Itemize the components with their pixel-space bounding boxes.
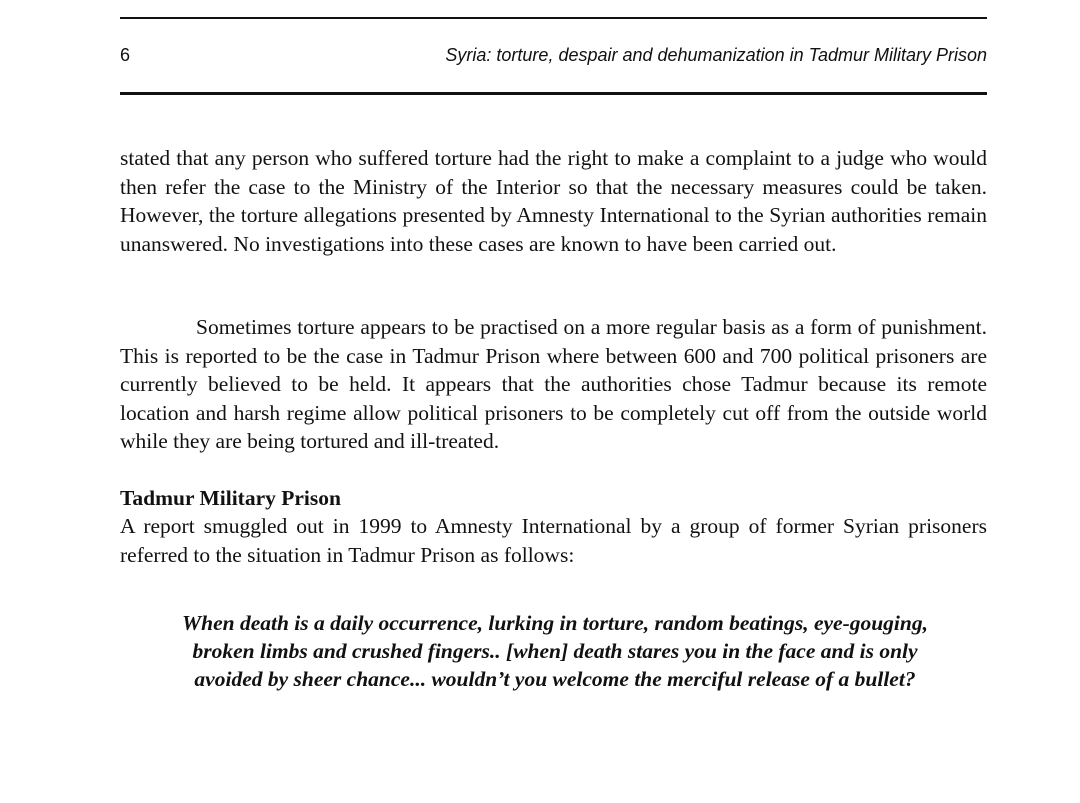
page-number: 6 [120, 45, 131, 65]
page-header [120, 44, 987, 68]
section-heading: Tadmur Military Prison [120, 486, 341, 510]
header-top-rule [120, 17, 987, 19]
header-bottom-rule [120, 92, 987, 95]
prisoner-quote: When death is a daily occurrence, lurking in torture, random beatings, eye-gouging, broken limbs and crushed fingers.. [when] death stares you in the face and is only avoided by sheer chance... wouldn’t you welcome the merciful release of a bullet? [182, 611, 928, 691]
paragraph-continued: stated that any person who suffered torture had the right to make a complaint to a judge who would then refer the case to the Ministry of the Interior so that the necessary measures could be taken. However, the torture allegations presented by Amnesty International to the Syrian authorities remain unanswered. No investigations into these cases are known to have been carried out. [120, 146, 987, 256]
section-intro-paragraph: A report smuggled out in 1999 to Amnesty International by a group of former Syrian prisoners referred to the situation in Tadmur Prison as follows: [120, 514, 987, 567]
paragraph-torture-punishment: Sometimes torture appears to be practised on a more regular basis as a form of punishment. This is reported to be the case in Tadmur Prison where between 600 and 700 political prisoners are currently believed to be held. It appears that the authorities chose Tadmur because its remote location and harsh regime allow political prisoners to be completely cut off from the outside world while they are being tortured and ill-treated. [120, 315, 987, 453]
running-title: Syria: torture, despair and dehumanization in Tadmur Military Prison [445, 45, 987, 65]
